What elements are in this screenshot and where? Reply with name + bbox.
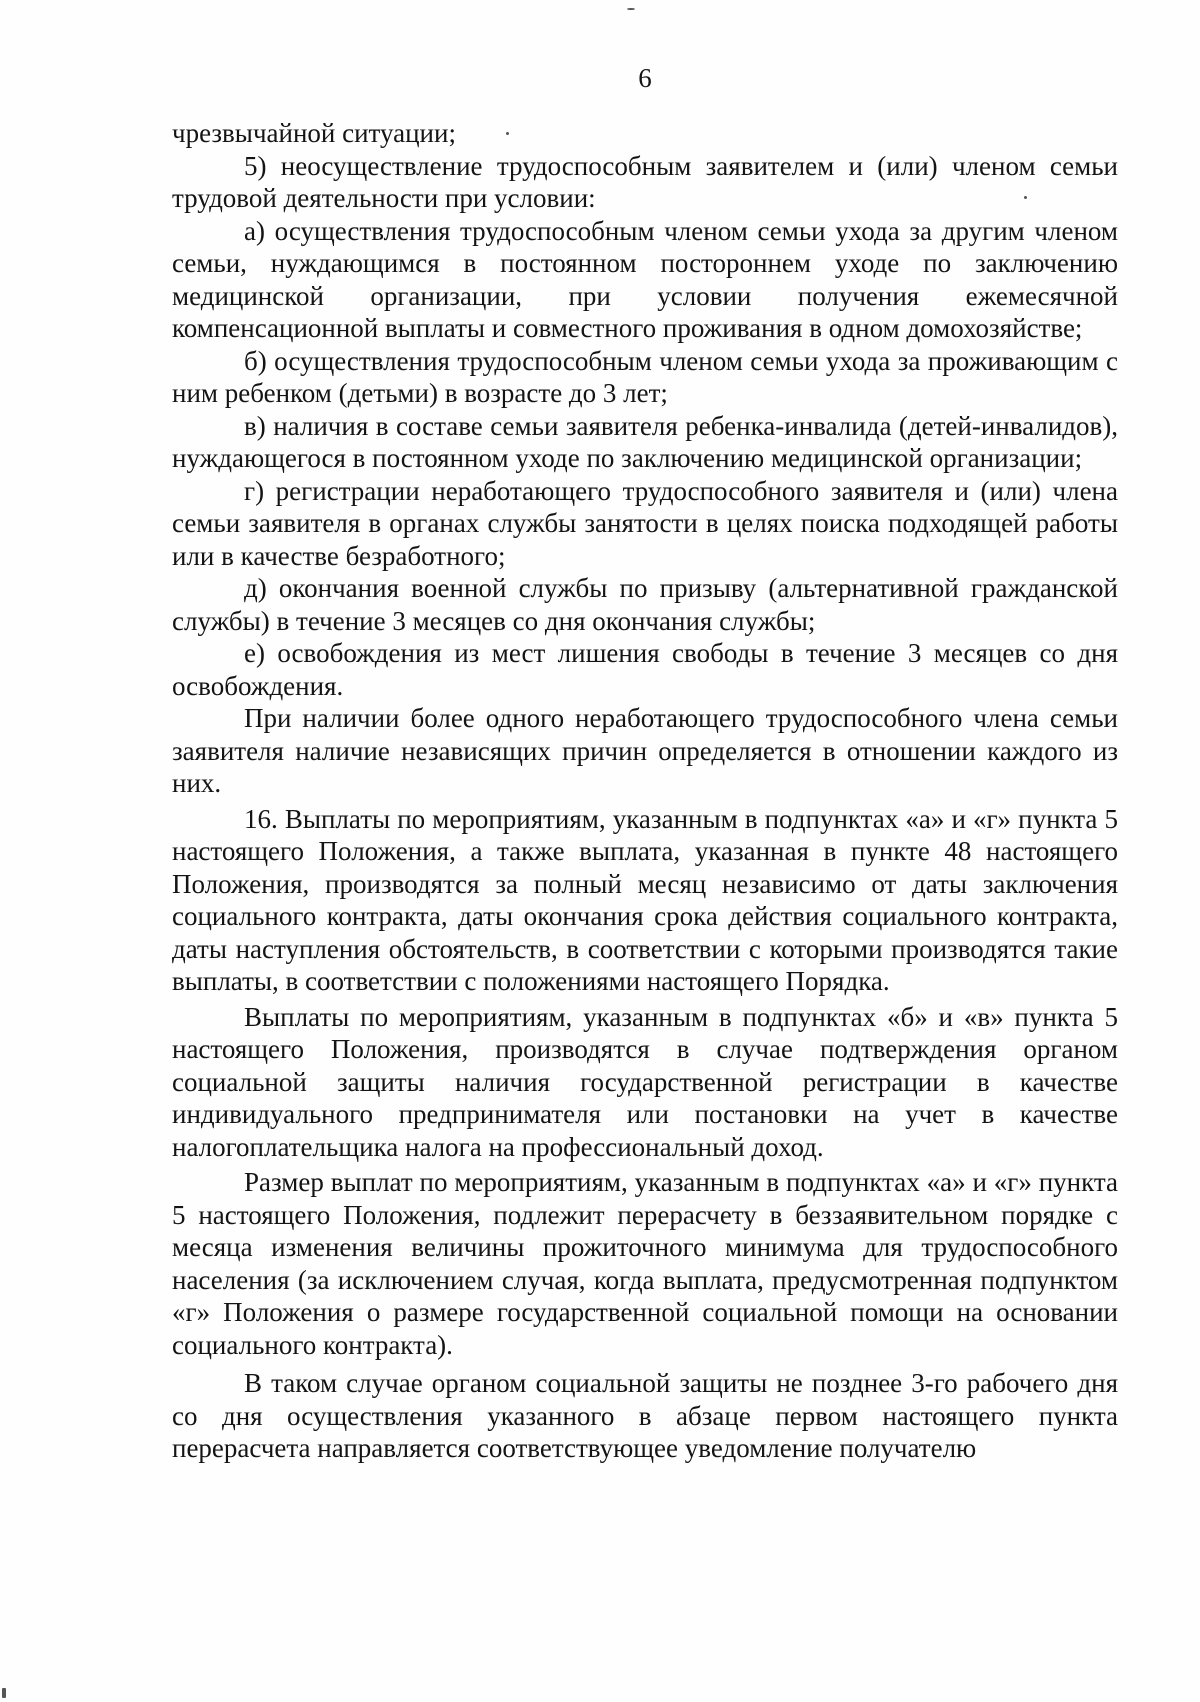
- paragraph-subitem-a: а) осуществления трудоспособным членом семьи ухода за другим членом семьи, нуждающимся в постоянном постороннем уходе по заключению медицинской организации, при условии получения ежемесячной компенсационной выплаты и совместного проживания в одном домохозяйстве;: [172, 215, 1118, 343]
- scan-speck: [2, 1688, 6, 1698]
- paragraph-subitem-e: е) освобождения из мест лишения свободы в течение 3 месяцев со дня освобождения.: [172, 638, 1118, 701]
- paragraph-item-5: 5) неосуществление трудоспособным заявителем и (или) членом семьи трудовой деятельности при условии:: [172, 150, 1118, 213]
- paragraph-payment-size: Размер выплат по мероприятиям, указанным в подпунктах «а» и «г» пункта 5 настоящего Положения, подлежит перерасчету в беззаявительном порядке с месяца изменения величины прожиточного минимума для трудоспособного населения (за исключением случая, когда выплата, предусмотренная подпунктом «г» Положения о размере государственной социальной помощи на основании социального контракта).: [172, 1167, 1118, 1360]
- scan-speck: [506, 132, 509, 135]
- paragraph-multiple-members: При наличии более одного неработающего трудоспособного члена семьи заявителя наличие независящих причин определяется в отношении каждого из них.: [172, 703, 1118, 798]
- document-body: [172, 117, 1118, 1465]
- paragraph-subitem-g: г) регистрации неработающего трудоспособного заявителя и (или) члена семьи заявителя в органах службы занятости в целях поиска подходящей работы или в качестве безработного;: [172, 475, 1118, 571]
- scan-speck: [1024, 196, 1027, 199]
- paragraph-notification: В таком случае органом социальной защиты не позднее 3-го рабочего дня со дня осуществления указанного в абзаце первом настоящего пункта перерасчета направляется соответствующее уведомление получателю: [172, 1368, 1118, 1463]
- paragraph-continuation: чрезвычайной ситуации;: [172, 118, 456, 148]
- scan-speck: [627, 8, 635, 10]
- paragraph-item-16: 16. Выплаты по мероприятиям, указанным в подпунктах «а» и «г» пункта 5 настоящего Положения, а также выплата, указанная в пункте 48 настоящего Положения, производятся за полный месяц независимо от даты заключения социального контракта, даты окончания срока действия социального контракта, даты наступления обстоятельств, в соответствии с которыми производятся такие выплаты, в соответствии с положениями настоящего Порядка.: [172, 803, 1118, 996]
- paragraph-subitem-d: д) окончания военной службы по призыву (альтернативной гражданской службы) в течение 3 месяцев со дня окончания службы;: [172, 573, 1118, 636]
- paragraph-payments-b-v: Выплаты по мероприятиям, указанным в подпунктах «б» и «в» пункта 5 настоящего Положения, производятся в случае подтверждения органом социальной защиты наличия государственной регистрации в качестве индивидуального предпринимателя или постановки на учет в качестве налогоплательщика налога на профессиональный доход.: [172, 1001, 1118, 1162]
- paragraph-subitem-b: б) осуществления трудоспособным членом семьи ухода за проживающим с ним ребенком (детьми) в возрасте до 3 лет;: [172, 345, 1118, 408]
- paragraph-subitem-v: в) наличия в составе семьи заявителя ребенка-инвалида (детей-инвалидов), нуждающегося в постоянном уходе по заключению медицинской организации;: [172, 410, 1118, 473]
- page-number: 6: [638, 63, 652, 93]
